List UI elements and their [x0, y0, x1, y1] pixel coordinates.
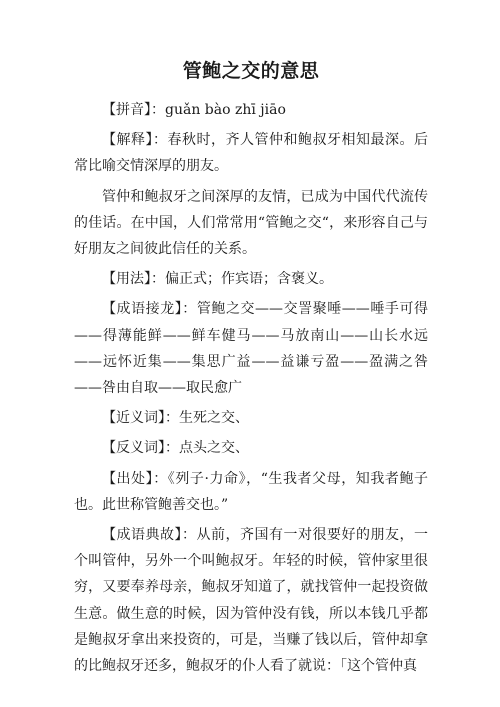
paragraph-label: 【用法】：	[102, 271, 165, 288]
paragraph-label: 【拼音】：	[102, 102, 165, 118]
paragraph-pinyin	[74, 97, 428, 123]
paragraph-antonym	[74, 435, 428, 461]
paragraph-source	[74, 466, 428, 518]
paragraph-text: 《列子·力命》，“生我者父母，知我者鲍子也。此世称管鲍善交也。”	[74, 470, 429, 513]
paragraph-text: 管鲍之交——交詈聚唾——唾手可得——得薄能鲜——鲜车健马——马放南山——山长水远——远怀近集——集思广益——益谦亏盈——盈满之咎——咎由自取——取民愈广	[74, 301, 429, 397]
paragraph-synonym	[74, 405, 428, 431]
paragraph-label: 【出处】：	[102, 470, 168, 487]
paragraph-label: 【解释】：	[102, 132, 168, 149]
paragraph-text: 春秋时，齐人管仲和鲍叔牙相知最深。后常比喻交情深厚的朋友。	[74, 132, 428, 175]
paragraph-usage	[74, 266, 428, 292]
paragraph-text: 点头之交、	[179, 440, 249, 457]
paragraph-text: 偏正式；作宾语；含褒义。	[165, 271, 333, 288]
paragraph-text: guǎn bào zhī jiāo	[165, 102, 286, 118]
paragraph-explanation	[74, 127, 428, 179]
paragraph-label: 【成语典故】：	[102, 527, 197, 544]
paragraph-text: 从前，齐国有一对很要好的朋友，一个叫管仲，另外一个叫鲍叔牙。年轻的时候，管仲家里很穷，又要奉养母亲，鲍叔牙知道了，就找管仲一起投资做生意。做生意的时候，因为管仲没有钱，所以本钱几乎都是鲍叔牙拿出来投资的，可是，当赚了钱以后，管仲却拿的比鲍叔牙还多，鲍叔牙的仆人看了就说：「这个管仲真	[74, 527, 428, 675]
page-title: 管鲍之交的意思	[182, 60, 320, 82]
paragraph-story	[74, 522, 428, 679]
paragraph-text: 管仲和鲍叔牙之间深厚的友情，已成为中国代代流传的佳话。在中国，人们常常用“管鲍之交“，来形容自己与好朋友之间彼此信任的关系。	[74, 188, 428, 258]
paragraph-label: 【近义词】：	[102, 410, 179, 427]
paragraph-idiom-chain	[74, 296, 428, 401]
paragraph-text: 生死之交、	[179, 410, 249, 427]
paragraph-friendship	[74, 184, 428, 263]
paragraph-label: 【反义词】：	[102, 440, 179, 457]
paragraph-label: 【成语接龙】：	[102, 301, 197, 318]
